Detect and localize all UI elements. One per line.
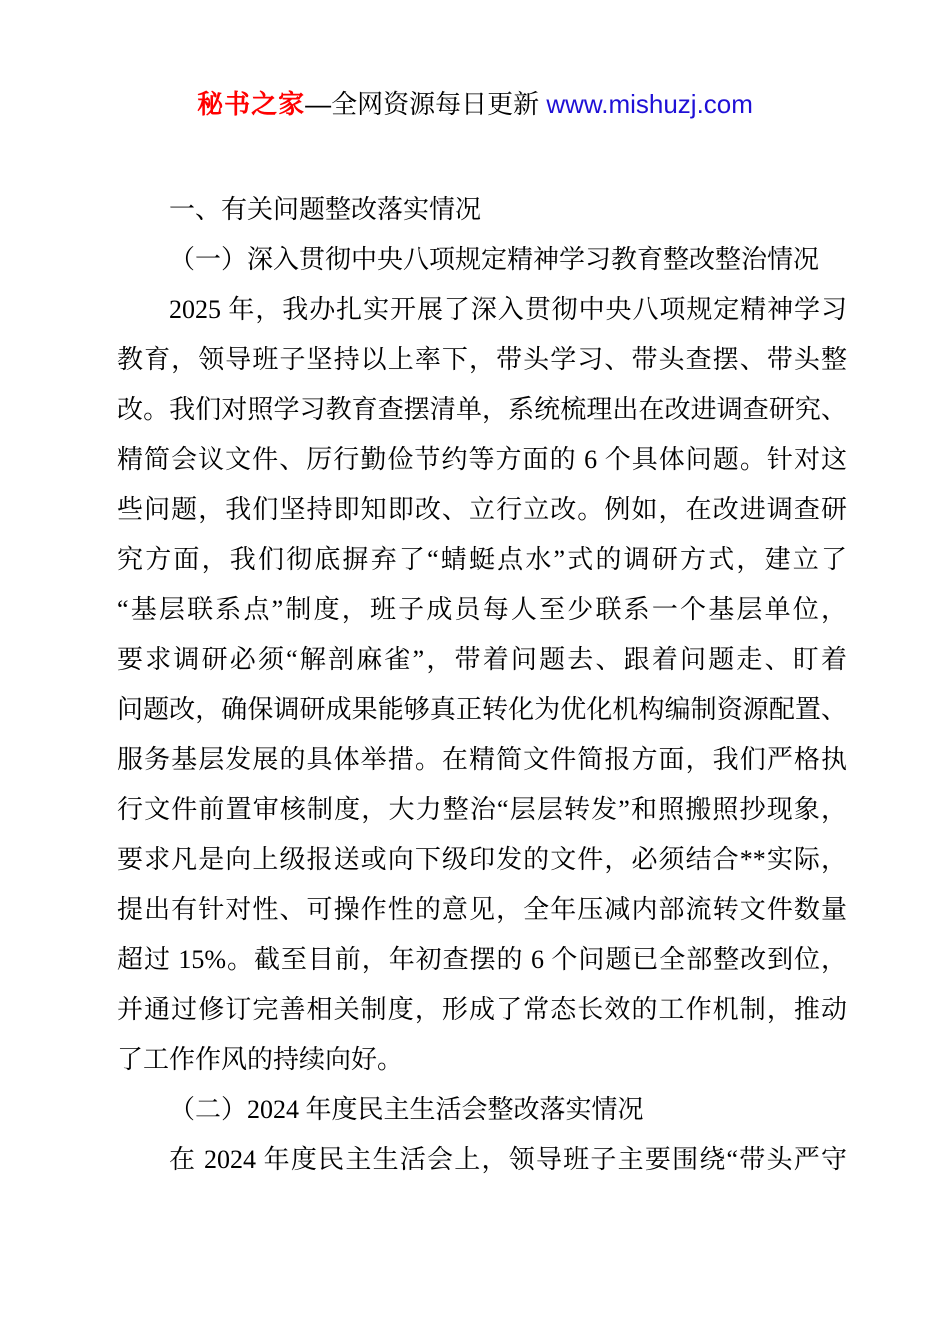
text-line: 要求调研必须“解剖麻雀”，带着问题去、跟着问题走、盯着 [117,645,847,674]
text-line: （二）2024 年度民主生活会整改落实情况 [169,1095,644,1124]
text-line: 改。我们对照学习教育查摆清单，系统梳理出在改进调查研究、 [117,395,847,424]
text-line: 一、有关问题整改落实情况 [169,195,482,224]
text-line: 要求凡是向上级报送或向下级印发的文件，必须结合**实际， [117,845,847,874]
text-line: 问题改，确保调研成果能够真正转化为优化机构编制资源配置、 [117,695,847,724]
text-line: 了工作作风的持续向好。 [117,1045,404,1074]
text-line: 2025 年，我办扎实开展了深入贯彻中央八项规定精神学习 [169,295,847,324]
text-line: 并通过修订完善相关制度，形成了常态长效的工作机制，推动 [117,995,847,1024]
text-line: 究方面，我们彻底摒弃了“蜻蜓点水”式的调研方式，建立了 [117,545,847,574]
text-line: 超过 15%。截至目前，年初查摆的 6 个问题已全部整改到位， [117,945,847,974]
text-line: “基层联系点”制度，班子成员每人至少联系一个基层单位， [117,595,847,624]
text-line: 些问题，我们坚持即知即改、立行立改。例如，在改进调查研 [117,495,847,524]
site-header [0,84,950,124]
text-line: 行文件前置审核制度，大力整治“层层转发”和照搬照抄现象， [117,795,847,824]
site-url-link[interactable]: www.mishuzj.com [546,89,753,119]
text-line: 精简会议文件、厉行勤俭节约等方面的 6 个具体问题。针对这 [117,445,847,474]
site-name: 秘书之家 [197,89,306,119]
header-separator: — [305,89,332,119]
text-line: 服务基层发展的具体举措。在精简文件简报方面，我们严格执 [117,745,847,774]
text-line: 在 2024 年度民主生活会上，领导班子主要围绕“带头严守 [169,1145,847,1174]
text-line: 提出有针对性、可操作性的意见，全年压减内部流转文件数量 [117,895,847,924]
header-tagline: 全网资源每日更新 [331,89,540,119]
text-line: 教育，领导班子坚持以上率下，带头学习、带头查摆、带头整 [117,345,847,374]
text-line: （一）深入贯彻中央八项规定精神学习教育整改整治情况 [169,245,820,274]
document-body [117,185,847,1185]
